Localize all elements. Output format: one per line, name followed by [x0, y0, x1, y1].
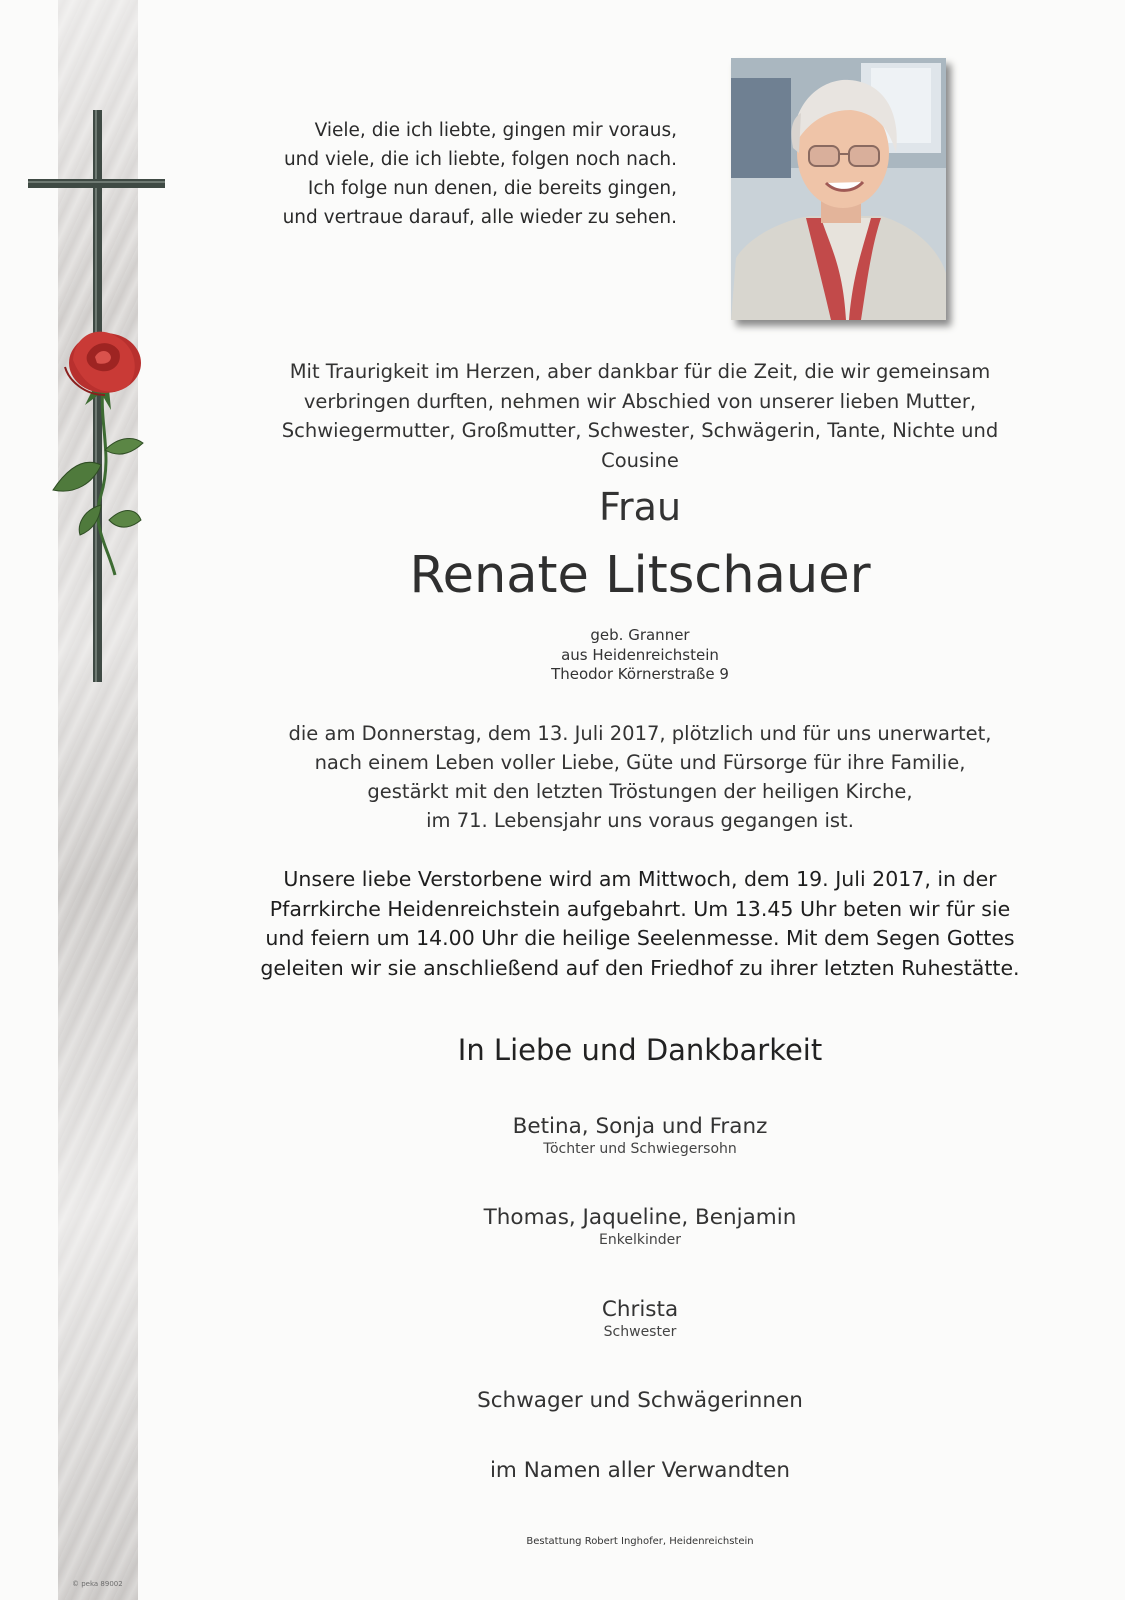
mourner-entry	[250, 1457, 1030, 1484]
mourner-names: Thomas, Jaqueline, Benjamin	[483, 1205, 797, 1230]
death-line: gestärkt mit den letzten Tröstungen der heiligen Kirche,	[367, 780, 913, 803]
address: Theodor Körnerstraße 9	[551, 665, 729, 683]
cross-icon	[25, 105, 170, 685]
death-line: nach einem Leben voller Liebe, Güte und Fürsorge für ihre Familie,	[314, 751, 966, 774]
closing-heading: In Liebe und Dankbarkeit	[457, 1033, 823, 1067]
mourner-names: Schwager und Schwägerinnen	[477, 1388, 803, 1413]
mourner-relation: Enkelkinder	[599, 1232, 681, 1248]
mourner-entry	[250, 1204, 1030, 1249]
intro-text	[250, 357, 1030, 475]
funeral-text	[250, 865, 1030, 983]
death-line: die am Donnerstag, dem 13. Juli 2017, plötzlich und für uns unerwartet,	[288, 722, 992, 745]
maiden-name: geb. Granner	[590, 626, 690, 644]
mourner-names: Betina, Sonja und Franz	[512, 1114, 768, 1139]
quote-line: Ich folge nun denen, die bereits gingen,	[307, 178, 677, 199]
details-block	[250, 626, 1030, 685]
mourner-names: im Namen aller Verwandten	[489, 1458, 791, 1483]
funeral-line: Pfarrkirche Heidenreichstein aufgebahrt. Um 13.45 Uhr beten wir für sie	[269, 896, 1011, 921]
mourner-entry	[250, 1387, 1030, 1414]
funeral-home: Bestattung Robert Inghofer, Heidenreichstein	[526, 1536, 754, 1547]
intro-line: Schwiegermutter, Großmutter, Schwester, Schwägerin, Tante, Nichte und Cousine	[281, 419, 999, 472]
quote-line: und viele, die ich liebte, folgen noch nach.	[283, 149, 677, 170]
mourner-relation: Schwester	[603, 1324, 677, 1340]
funeral-line: Unsere liebe Verstorbene wird am Mittwoch, dem 19. Juli 2017, in der	[283, 867, 997, 891]
salutation: Frau	[598, 485, 682, 529]
mourner-entry	[250, 1113, 1030, 1158]
mourner-entry	[250, 1296, 1030, 1341]
hometown: aus Heidenreichstein	[561, 645, 719, 664]
mourner-names: Christa	[601, 1297, 679, 1322]
quote-block	[200, 116, 677, 232]
portrait-photo	[731, 58, 946, 320]
intro-line: Mit Traurigkeit im Herzen, aber dankbar für die Zeit, die wir gemeinsam	[289, 360, 991, 383]
quote-line: Viele, die ich liebte, gingen mir voraus,	[314, 120, 677, 141]
quote-line: und vertraue darauf, alle wieder zu sehen.	[282, 207, 677, 228]
publisher-mark: © peka 89002	[72, 1580, 123, 1588]
mourner-relation: Töchter und Schwiegersohn	[543, 1141, 737, 1157]
funeral-line: und feiern um 14.00 Uhr die heilige Seelenmesse. Mit dem Segen Gottes	[265, 926, 1015, 950]
death-line: im 71. Lebensjahr uns voraus gegangen ist.	[426, 809, 854, 832]
intro-line: verbringen durften, nehmen wir Abschied von unserer lieben Mutter,	[303, 389, 977, 413]
death-text	[250, 719, 1030, 835]
deceased-name: Renate Litschauer	[409, 546, 871, 605]
funeral-line: geleiten wir sie anschließend auf den Friedhof zu ihrer letzten Ruhestätte.	[260, 955, 1020, 980]
